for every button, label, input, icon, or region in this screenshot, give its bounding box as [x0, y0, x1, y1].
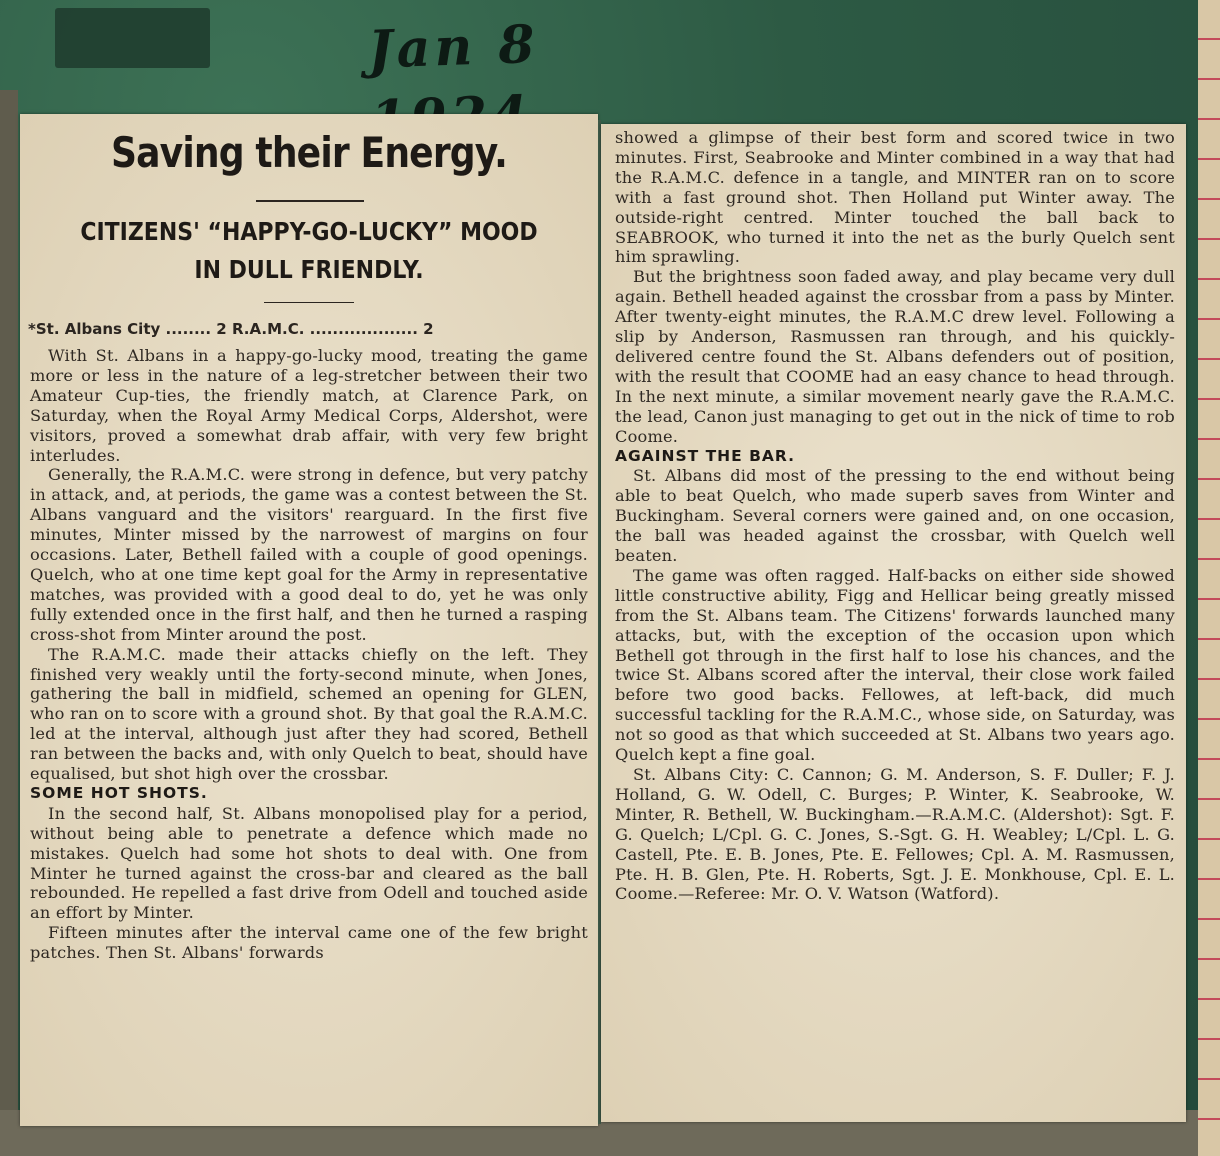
paragraph: St. Albans did most of the pressing to the end without being able to beat Quelch, who made superb saves from Winter and Buckingham. Several corners were gained and, on one occasion, the ball was headed against the crossbar, with Quelch well beaten. — [615, 466, 1175, 566]
section-heading-against-the-bar: AGAINST THE BAR. — [615, 446, 796, 465]
subhead-rule — [264, 302, 354, 303]
team-lineups: St. Albans City: C. Cannon; G. M. Anderson, S. F. Duller; F. J. Holland, G. W. Odell, C. Burges; P. Winter, K. Seabrooke, W. Minter, R. Bethell, W. Buckingham.—R.A.M.C. (Aldershot): Sgt. F. G. Quelch; L/Cpl. G. C. Jones, S.-Sgt. G. H. Weabley; L/Cpl. L. G. Castell, Pte. E. B. Jones, Pte. E. Fellowes; Cpl. A. M. Rasmussen, Pte. H. B. Glen, Pte. H. Roberts, Sgt. J. E. Monkhouse, Cpl. E. L. Coome.—Referee: Mr. O. V. Watson (Watford). — [615, 765, 1175, 904]
paragraph: Fifteen minutes after the interval came one of the few bright patches. Then St. Albans' forwards — [30, 923, 588, 963]
left-column-body — [30, 346, 588, 963]
headline-rule — [256, 200, 364, 202]
paragraph: In the second half, St. Albans monopolised play for a period, without being able to penetrate a defence which made no mistakes. Quelch had some hot shots to deal with. One from Minter he turned against the cross-bar and cleared as the ball rebounded. He repelled a fast drive from Odell and touched aside an effort by Minter. — [30, 803, 588, 923]
page-stain — [55, 8, 210, 68]
section-heading-hot-shots: SOME HOT SHOTS. — [30, 783, 208, 802]
ruled-paper-edge — [1198, 0, 1220, 1156]
article-subheadline-line2: IN DULL FRIENDLY. — [194, 255, 424, 284]
paragraph: showed a glimpse of their best form and scored twice in two minutes. First, Seabrooke and Minter combined in a way that had the R.A.M.C. defence in a tangle, and MINTER ran on to score with a fast ground shot. Then Holland put Winter away. The outside-right centred. Minter touched the ball back to SEABROOK, who turned it into the net as the burly Quelch sent him sprawling. — [615, 128, 1175, 267]
article-headline: Saving their Energy. — [110, 128, 508, 177]
article-subheadline-line1: CITIZENS' “HAPPY-GO-LUCKY” MOOD — [80, 217, 538, 246]
clipping-left-column — [20, 114, 598, 1126]
paragraph: The R.A.M.C. made their attacks chiefly on the left. They finished very weakly until the forty-second minute, when Jones, gathering the ball in midfield, schemed an opening for GLEN, who ran on to score with a ground shot. By that goal the R.A.M.C. led at the interval, although just after they had scored, Bethell ran between the backs and, with only Quelch to beat, should have equalised, but shot high over the crossbar. — [30, 644, 588, 784]
right-column-body — [615, 128, 1175, 904]
page-left-edge — [0, 90, 18, 1156]
clipping-right-column — [601, 124, 1186, 1122]
paragraph: With St. Albans in a happy-go-lucky mood, treating the game more or less in the nature of a leg-stretcher between their two Amateur Cup-ties, the friendly match, at Clarence Park, on Saturday, when the Royal Army Medical Corps, Aldershot, were visitors, proved a somewhat drab affair, with very few bright interludes. — [30, 346, 588, 465]
handwritten-date: Jan 8 — [367, 13, 540, 81]
paragraph: Generally, the R.A.M.C. were strong in defence, but very patchy in attack, and, at periods, the game was a contest between the St. Albans vanguard and the visitors' rearguard. In the first five minutes, Minter missed by the narrowest of margins on four occasions. Later, Bethell failed with a couple of good openings. Quelch, who at one time kept goal for the Army in representative matches, was provided with a good deal to do, yet he was only fully extended once in the first half, and then he turned a rasping cross-shot from Minter around the post. — [30, 465, 588, 644]
paragraph: The game was often ragged. Half-backs on either side showed little constructive ability, Figg and Hellicar being greatly missed from the St. Albans team. The Citizens' forwards launched many attacks, but, with the exception of the occasion upon which Bethell got through in the first half to lose his chances, and the twice St. Albans scored after the interval, their close work failed before two good backs. Fellowes, at left-back, did much successful tackling for the R.A.M.C., whose side, on Saturday, was not so good as that which succeeded at St. Albans two years ago. Quelch kept a fine goal. — [615, 565, 1175, 765]
paragraph: But the brightness soon faded away, and play became very dull again. Bethell headed against the crossbar from a pass by Minter. After twenty-eight minutes, the R.A.M.C drew level. Following a slip by Anderson, Rasmussen ran through, and his quickly-delivered centre found the St. Albans defenders out of position, with the result that COOME had an easy chance to head through. In the next minute, a similar movement nearly gave the R.A.M.C. the lead, Canon just managing to get out in the nick of time to rob Coome. — [615, 267, 1175, 446]
score-line: *St. Albans City ........ 2 R.A.M.C. ................... 2 — [28, 320, 434, 338]
